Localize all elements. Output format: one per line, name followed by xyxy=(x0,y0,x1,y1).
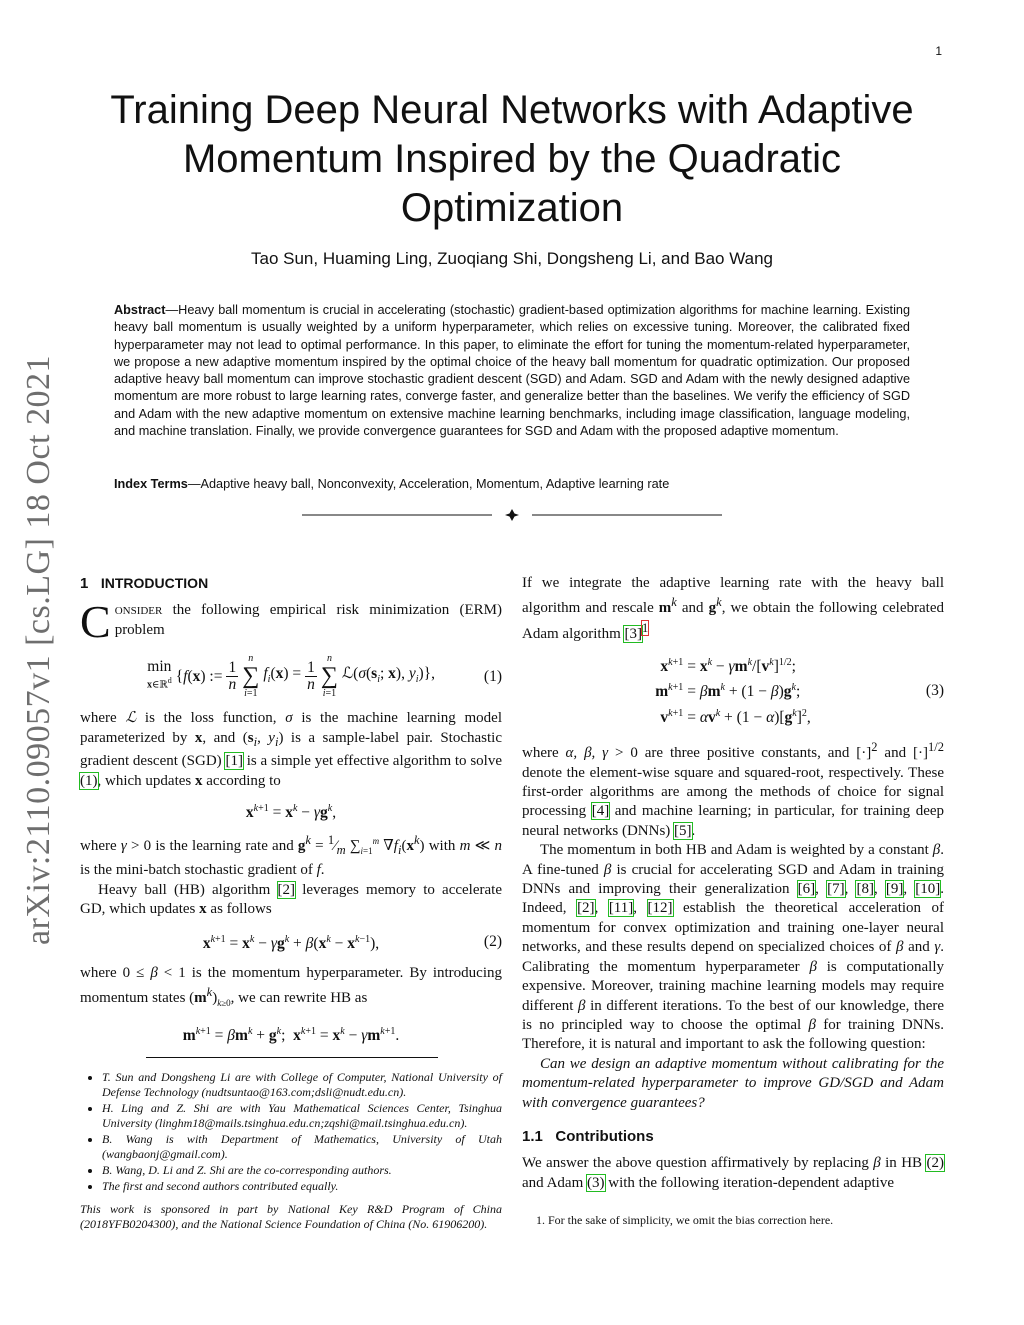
author-affiliations xyxy=(80,1070,502,1232)
subsection-title: Contributions xyxy=(555,1127,654,1145)
subsection-heading: 1.1 Contributions xyxy=(522,1127,654,1145)
right-column xyxy=(522,574,944,1228)
citation-link[interactable]: [2] xyxy=(577,900,595,917)
paragraph-momentum: where 0 ≤ β < 1 is the momentum hyperparameter. By introducing momentum states $(m^k)_{k\ge 0}$, we can rewrite HB as xyxy=(80,964,502,1009)
equation-ref-link[interactable]: (1) xyxy=(80,772,98,789)
index-terms-text: —Adaptive heavy ball, Nonconvexity, Acceleration, Momentum, Adaptive learning rate xyxy=(187,477,670,491)
equation-ref-link[interactable]: (2) xyxy=(926,1155,944,1172)
footnote-rule xyxy=(146,1057,438,1058)
paragraph-motivation: The momentum in both HB and Adam is weighted by a constant β. A fine-tuned β is crucial for accelerating SGD and Adam in training DNNs and improving their generalization [6], [7], [8], [9], [10]. Indeed, [2], [11], [12] establish the theoretical acceleration of momentum for convex optimization and training one-layer neural networks, and these results depend on specialized choices of β and γ. Calibrating the momentum hyperparameter β is computationally expensive. Moreover, training machine learning models may require different β in different iterations. To the best of our knowledge, there is no principled way to choose the optimal β for training DNNs. Therefore, it is natural and important to ask the following question: xyxy=(522,842,945,1053)
left-column xyxy=(80,574,502,1232)
paragraph-sgd: where ℒ is the loss function, σ is the machine learning model parameterized by x, and ($s_i$, $y_i$) is a sample-label pair. Stochastic gradient descent (SGD) [1] is a simple yet effective algorithm to solve (1), which updates x according to xyxy=(80,710,502,789)
paragraph-adam: If we integrate the adaptive learning rate with the heavy ball algorithm and rescale $m^k$ and $g^k$, we obtain the following celebrated Adam algorithm [3]$^1$ xyxy=(522,575,944,642)
paragraph-learning-rate: where γ > 0 is the learning rate and $g^k$ = $^1⁄_m$ $\sum_{i=1}^m$ $\nabla f_i(x^k)$ with m ≪ n is the mini-batch stochastic gradient of f. xyxy=(80,833,502,879)
arxiv-stamp-text: arXiv:2110.09057v1 [cs.LG] 18 Oct 2021 xyxy=(20,355,57,945)
section-title: INTRODUCTION xyxy=(100,575,209,591)
intro-paragraph: Consider the following empirical risk minimization (ERM) problem xyxy=(80,596,502,648)
citation-link[interactable]: [9] xyxy=(885,881,904,898)
paragraph-contributions: We answer the above question affirmatively by replacing β in HB (2) and Adam (3) with the following iteration-dependent adaptive xyxy=(522,1155,944,1191)
equation-ref-link[interactable]: (3) xyxy=(587,1174,605,1191)
index-terms-label: Index Terms xyxy=(114,477,188,491)
equation-1-number: (1) xyxy=(483,667,502,685)
affiliation-item: • T. Sun and Dongsheng Li are with College of Computer, National University of Defense Technology (nudtsuntao@163.com;dsli@nudt.edu.cn). xyxy=(102,1070,502,1100)
citation-link[interactable]: [1] xyxy=(225,753,243,770)
citation-link[interactable]: [7] xyxy=(827,881,845,898)
abstract xyxy=(114,302,910,440)
page-number: 1 xyxy=(935,44,942,58)
citation-link[interactable]: [12] xyxy=(647,900,673,917)
divider-star-icon xyxy=(505,509,519,521)
equation-1: min x∈ℝ$^d$ {f(x) := $\frac{1}{n}$ n ∑ i=1 $f_i(x)$ = $\frac{1}{n}$ n ∑ i=1 $ℒ(\sigma(s_i$; x), $y_i$)}, (1) xyxy=(146,653,502,700)
citation-link[interactable]: [10] xyxy=(915,881,941,898)
equation-hb-rewrite: $m^{k+1} = \beta m^k + g^k$; $x^{k+1} = x^k - \gamma m^{k+1}$. xyxy=(182,1025,400,1044)
abstract-label: Abstract xyxy=(114,303,166,317)
affiliation-item: • H. Ling and Z. Shi are with Yau Mathematical Sciences Center, Tsinghua University (linghm18@mails.tsinghua.edu.cn;zqshi@mail.tsinghua.edu.cn). xyxy=(102,1101,502,1131)
affiliation-item: • B. Wang, D. Li and Z. Shi are the co-corresponding authors. xyxy=(102,1163,502,1178)
equation-3-number: (3) xyxy=(925,681,944,699)
equation-2: $x^{k+1} = x^k - \gamma g^k + \beta(x^k - x^{k-1})$, (2) xyxy=(202,932,502,953)
footnote-marker[interactable]: 1 xyxy=(641,620,649,635)
arxiv-stamp xyxy=(14,355,64,945)
citation-link[interactable]: [2] xyxy=(277,881,296,898)
citation-link[interactable]: [11] xyxy=(608,900,634,917)
page-footnote: 1. For the sake of simplicity, we omit the bias correction here. xyxy=(536,1213,834,1228)
citation-link[interactable]: [3] xyxy=(624,625,642,642)
citation-link[interactable]: [6] xyxy=(797,881,816,898)
section-heading: 1 INTRODUCTION xyxy=(80,575,209,592)
citation-link[interactable]: [5] xyxy=(674,822,692,839)
abstract-text: —Heavy ball momentum is crucial in accelerating (stochastic) gradient-based optimization algorithms for machine learning. Existing heavy ball momentum is usually weighted by a uniform hyperparameter, which relies on excessive tuning. Moreover, the calibrated fixed hyperparameter may not lead to optimal performance. In this paper, to eliminate the effort for tuning the momentum-related hyperparameter, we propose a new adaptive momentum inspired by the optimal choice of the heavy ball momentum for quadratic optimization. Our proposed adaptive heavy ball momentum can improve stochastic gradient descent (SGD) and Adam. SGD and Adam with the newly designed adaptive momentum are more robust to large learning rates, converge faster, and generalize better than the baselines. We verify the efficiency of SGD and Adam with the new adaptive momentum on extensive machine learning benchmarks, including image classification, language modeling, and machine translation. Finally, we provide convergence guarantees for SGD and Adam with the proposed adaptive momentum. xyxy=(114,303,910,439)
research-question: Can we design an adaptive momentum without calibrating for the momentum-related hyperparameter to improve GD/SGD and Adam with convergence guarantees? xyxy=(522,1055,944,1111)
paragraph-constants: where α, β, γ > 0 are three positive constants, and $[\cdot]^2$ and $[\cdot]^{1/2}$ denote the element-wise square and squared-root, respectively. These first-order algorithms are among the methods of choice for signal processing [4] and machine learning; in particular, for training deep neural networks (DNNs) [5]. xyxy=(522,740,945,839)
affiliation-item: • B. Wang is with Department of Mathematics, University of Utah (wangbaonj@gmail.com). xyxy=(102,1132,502,1162)
equation-2-number: (2) xyxy=(483,932,502,950)
paragraph-heavy-ball: Heavy ball (HB) algorithm [2] leverages memory to accelerate GD, which updates x as follows xyxy=(80,881,502,918)
paper-title: Training Deep Neural Networks with Adaptive Momentum Inspired by the Quadratic Optimization xyxy=(110,88,914,230)
index-terms xyxy=(114,476,910,493)
citation-link[interactable]: [8] xyxy=(856,881,874,898)
drop-cap: C xyxy=(80,596,111,648)
citation-link[interactable]: [4] xyxy=(591,803,610,820)
equation-3: $x^{k+1}$ = $x^k - \gamma m^k/[v^k]^{1/2}$; $m^{k+1}$ = $\beta m^k + (1 - \beta)g^k$; $v^{k+1}$ = $\alpha v^k + (1 - \alpha)[g^k]^2$, (3) xyxy=(655,656,944,727)
sponsor-note: This work is sponsored in part by National Key R&D Program of China (2018YFB0204300), and the National Science Foundation of China (No. 61906200). xyxy=(80,1202,502,1232)
section-divider xyxy=(302,509,722,521)
equation-sgd: $x^{k+1} = x^k - \gamma g^k$, xyxy=(245,803,337,822)
affiliation-item: • The first and second authors contributed equally. xyxy=(102,1179,502,1194)
author-list: Tao Sun, Huaming Ling, Zuoqiang Shi, Dongsheng Li, and Bao Wang xyxy=(251,249,773,268)
